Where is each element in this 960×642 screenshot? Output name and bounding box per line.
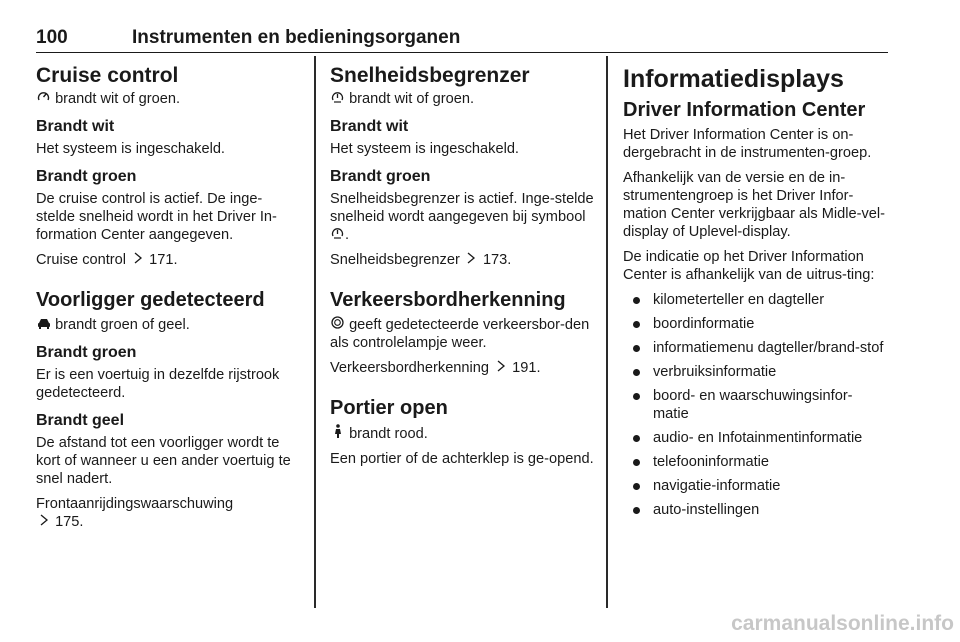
list-item: boordinformatie (623, 315, 888, 333)
door-open-icon (330, 424, 345, 443)
list-item: verbruiksinformatie (623, 363, 888, 381)
cruise-control-heading: Cruise control (36, 64, 179, 87)
cruise-reference: Cruise control 171. (36, 252, 178, 268)
speed-limiter-icon (330, 90, 345, 108)
vehicle-geel-heading: Brandt geel (36, 412, 125, 429)
arrow-reference-icon (493, 359, 508, 377)
list-item: auto-instellingen (623, 501, 888, 519)
dic-feature-list (623, 291, 888, 519)
dic-heading: Driver Information Center (623, 99, 866, 121)
traffic-sign-heading: Verkeersbordherkenning (330, 289, 566, 311)
door-open-heading: Portier open (330, 397, 448, 419)
limiter-wit-text: Het systeem is ingeschakeld. (330, 141, 519, 157)
list-item: telefooninformatie (623, 453, 888, 471)
cruise-wit-heading: Brandt wit (36, 118, 115, 135)
cruise-control-icon (36, 90, 51, 108)
traffic-ref-link[interactable]: 191. (512, 360, 541, 376)
vehicle-ahead-icon (36, 316, 51, 334)
page-header (36, 26, 888, 53)
arrow-reference-icon (464, 251, 479, 269)
chapter-title: Instrumenten en bedieningsorganen (132, 27, 461, 48)
vehicle-groen-text: Er is een voertuig in dezelfde rijstrook gedetecteerd. (36, 367, 280, 401)
arrow-reference-icon (130, 251, 145, 269)
list-item: navigatie-informatie (623, 477, 888, 495)
cruise-wit-text: Het systeem is ingeschakeld. (36, 141, 225, 157)
column-1 (36, 64, 300, 538)
cruise-ref-link[interactable]: 171. (149, 252, 178, 268)
speed-limiter-intro: brandt wit of groen. (330, 90, 595, 108)
vehicle-ahead-heading: Voorligger gedetecteerd (36, 289, 265, 311)
column-divider (314, 56, 316, 608)
limiter-reference: Snelheidsbegrenzer 173. (330, 252, 512, 268)
vehicle-reference: Frontaanrijdingswaarschuwing 175. (36, 496, 234, 530)
column-2 (330, 64, 595, 475)
info-displays-heading: Informatiedisplays (623, 65, 844, 93)
dic-paragraph-1: Het Driver Information Center is on-dergebracht in de instrumenten-groep. (623, 127, 872, 161)
traffic-sign-icon (330, 316, 345, 334)
traffic-sign-intro: geeft gedetecteerde verkeersbor-den als controlelampje weer. (330, 317, 590, 351)
arrow-reference-icon (36, 513, 51, 531)
limiter-ref-link[interactable]: 173. (482, 252, 512, 268)
column-divider (606, 56, 608, 608)
door-open-intro: brandt rood. (330, 424, 595, 443)
dic-paragraph-2: Afhankelijk van de versie en de in-strumentengroep is het Driver Infor-mation Center verkrijgbaar als Midle-vel-display of Uplevel-display. (623, 170, 885, 240)
limiter-wit-heading: Brandt wit (330, 118, 409, 135)
vehicle-ref-link[interactable]: 175. (55, 514, 84, 530)
watermark-url: carmanualsonline.info (731, 612, 954, 635)
cruise-control-intro: brandt wit of groen. (36, 90, 300, 108)
limiter-groen-heading: Brandt groen (330, 168, 431, 185)
traffic-reference: Verkeersbordherkenning 191. (330, 360, 541, 376)
list-item: audio- en Infotainmentinformatie (623, 429, 888, 447)
door-open-text: Een portier of de achterklep is ge-opend. (330, 451, 594, 467)
list-item: boord- en waarschuwingsinfor-matie (623, 387, 888, 423)
vehicle-groen-heading: Brandt groen (36, 344, 137, 361)
limiter-groen-text: Snelheidsbegrenzer is actief. Inge-stelde snelheid wordt aangegeven bij symbool . (330, 191, 594, 243)
vehicle-ahead-intro: brandt groen of geel. (36, 316, 300, 334)
cruise-groen-heading: Brandt groen (36, 168, 137, 185)
list-item: informatiemenu dagteller/brand-stof (623, 339, 888, 357)
dic-paragraph-3: De indicatie op het Driver Information Center is afhankelijk van de uitrus-ting: (623, 249, 875, 283)
speed-limiter-icon (330, 226, 345, 244)
page-number: 100 (36, 27, 68, 48)
cruise-groen-text: De cruise control is actief. De inge-stelde snelheid wordt in het Driver In-formation Center aangegeven. (36, 191, 277, 243)
list-item: kilometerteller en dagteller (623, 291, 888, 309)
column-3 (623, 64, 888, 525)
speed-limiter-heading: Snelheidsbegrenzer (330, 64, 530, 87)
vehicle-geel-text: De afstand tot een voorligger wordt te kort of wanneer u een ander voertuig te snel nadert. (36, 435, 291, 487)
